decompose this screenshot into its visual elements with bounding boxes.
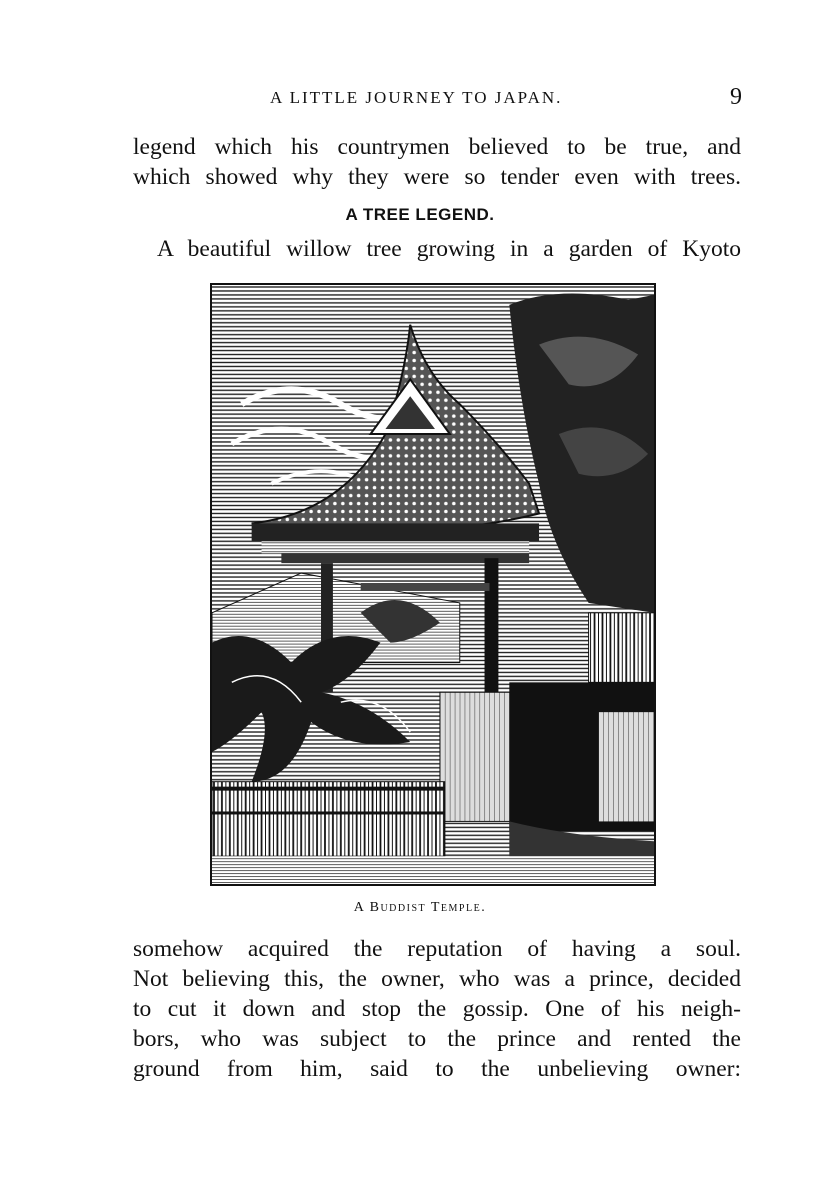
section-heading: A TREE LEGEND. [345, 205, 495, 224]
text-line: bors, who was subject to the prince and rented the [133, 1026, 741, 1052]
text-line: which showed why they were so tender even with trees. [133, 164, 741, 190]
temple-illustration [210, 283, 656, 886]
continuation-paragraph [133, 934, 741, 1084]
text-line: legend which his countrymen believed to be true, and [133, 134, 741, 160]
temple-engraving [212, 285, 654, 884]
figure-caption: A Buddist Temple. [353, 900, 487, 915]
text-line: Not believing this, the owner, who was a prince, decided [133, 966, 741, 992]
running-head: A LITTLE JOURNEY TO JAPAN. [270, 88, 563, 107]
text-line: ground from him, said to the unbelieving owner: [133, 1056, 741, 1082]
text-line: somehow acquired the reputation of having a soul. [133, 936, 741, 962]
section-lead-line: A beautiful willow tree growing in a garden of Kyoto [157, 236, 741, 262]
intro-paragraph [133, 132, 741, 192]
text-line: to cut it down and stop the gossip. One of his neigh- [133, 996, 741, 1022]
page-number: 9 [730, 84, 742, 110]
